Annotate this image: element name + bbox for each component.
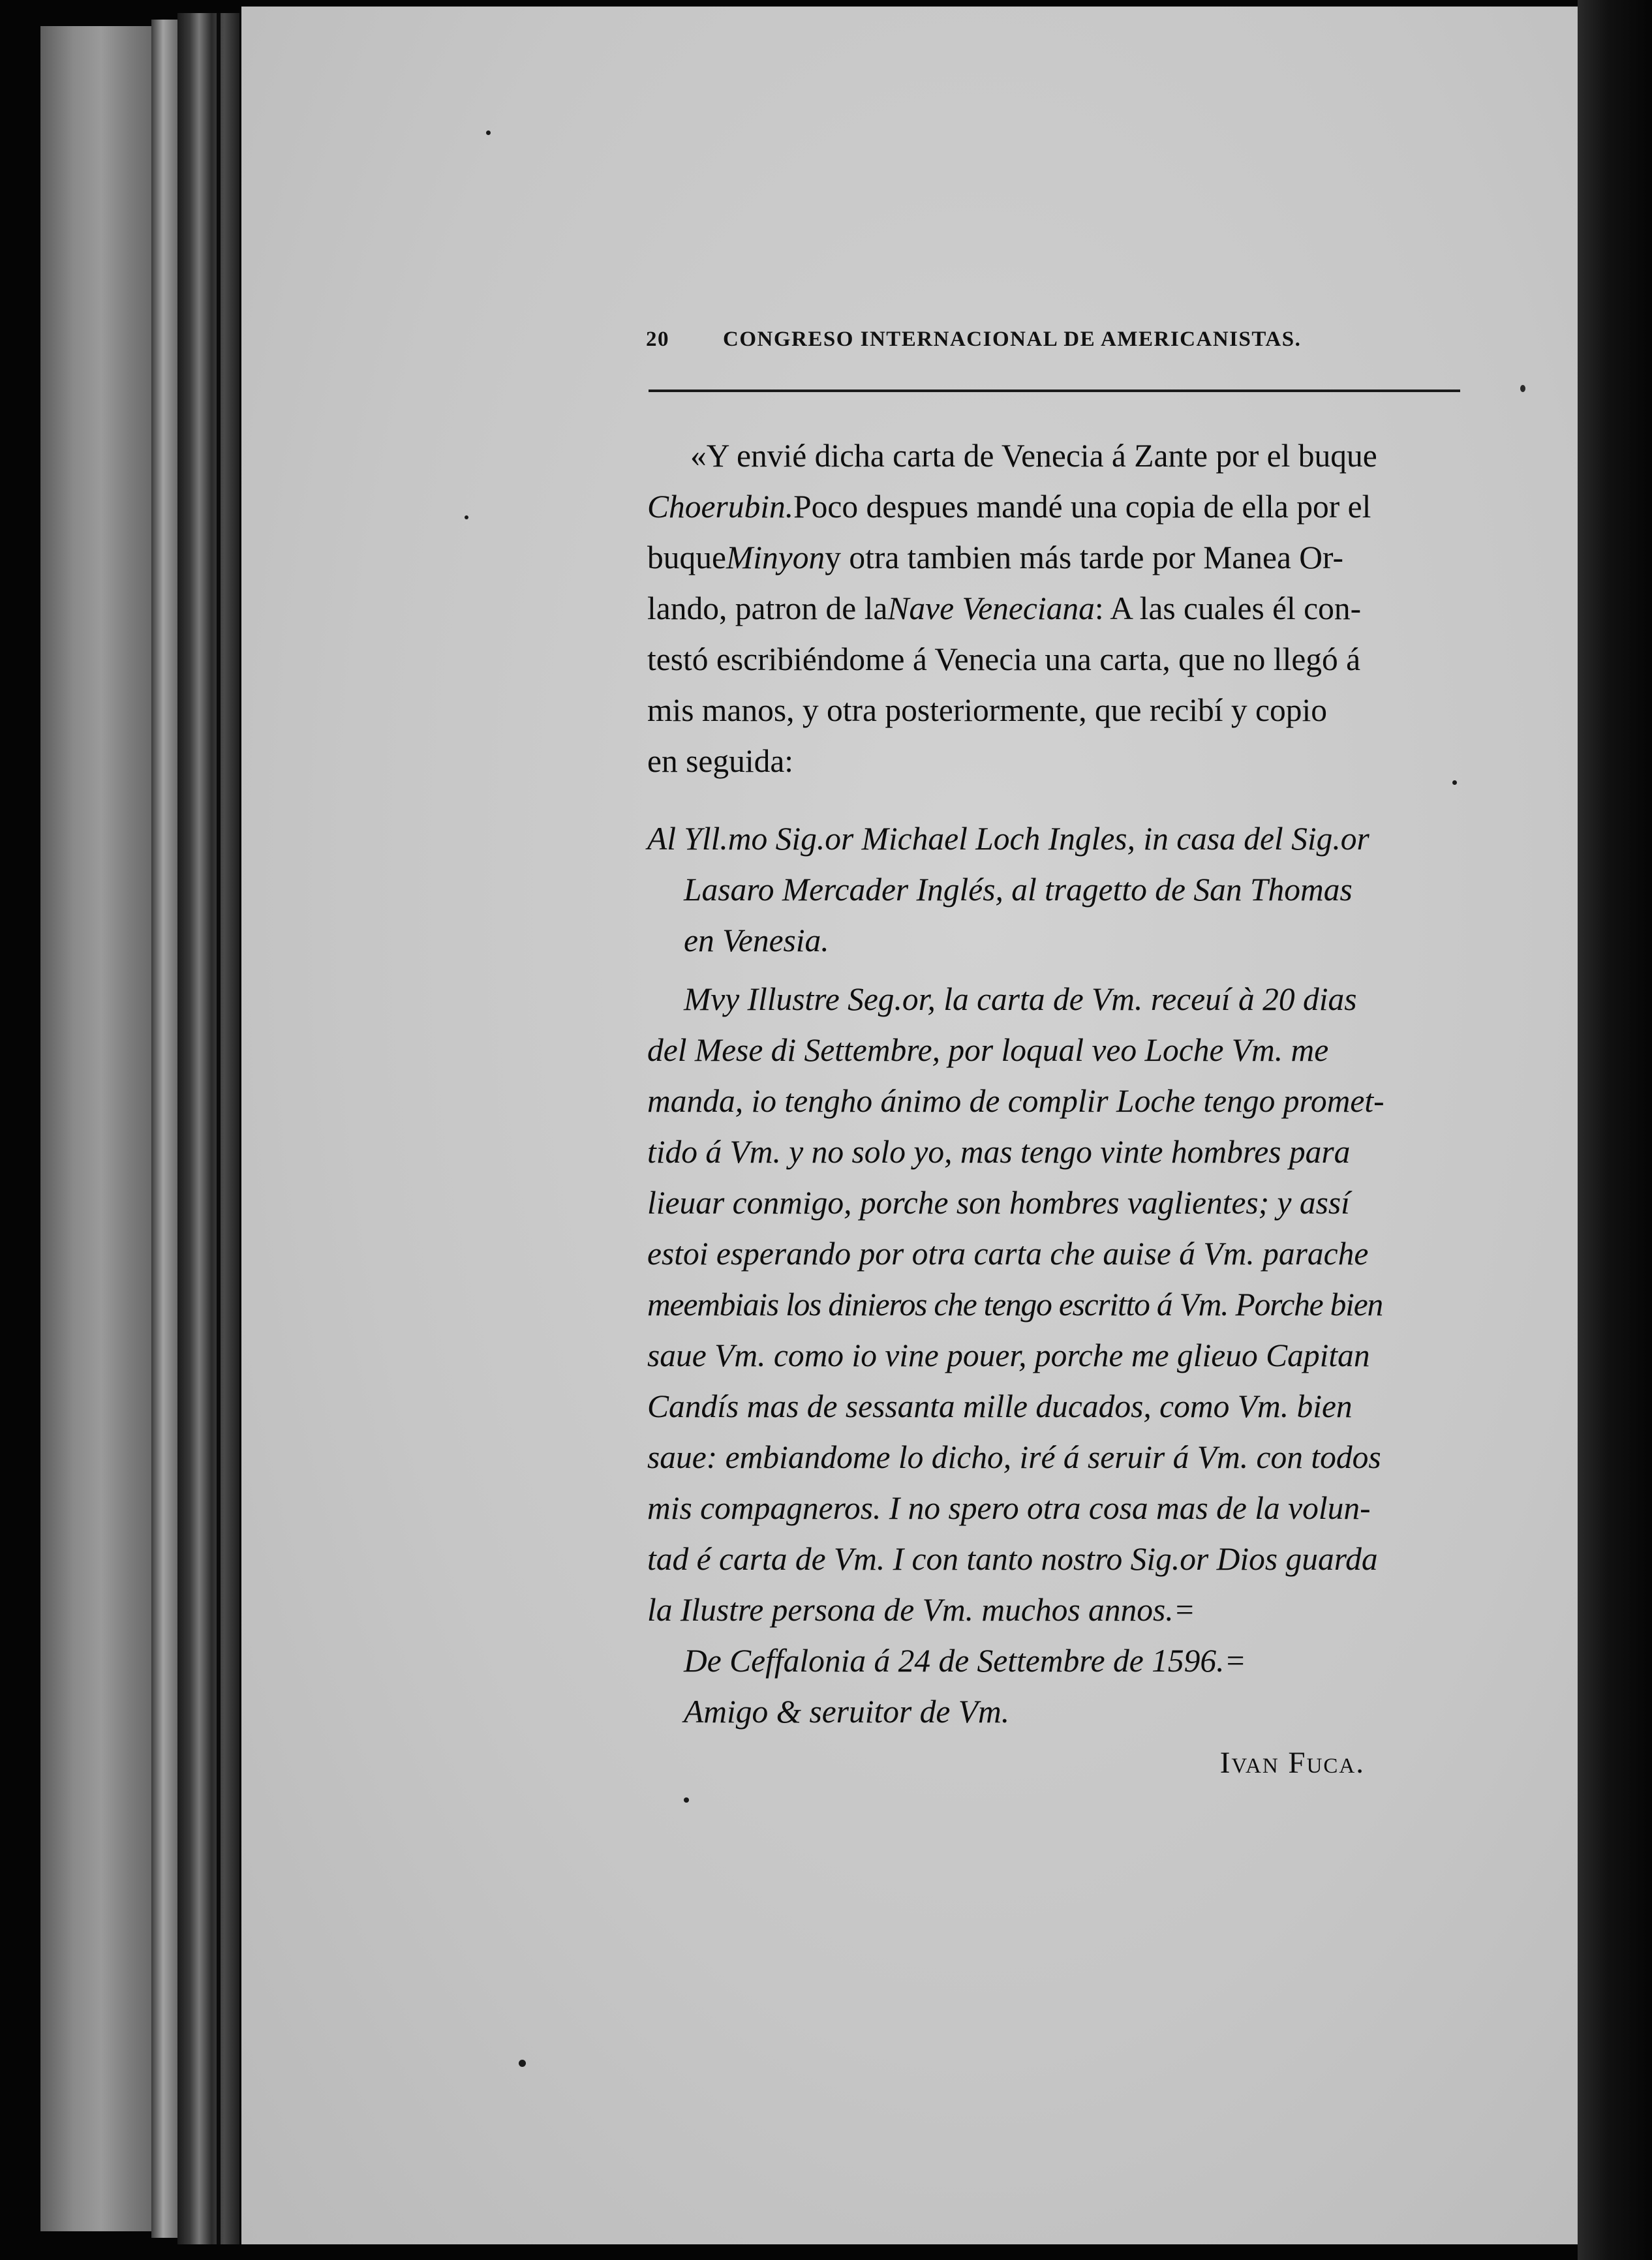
address-line [647, 915, 1463, 966]
text-run: Amigo & seruitor de Vm. [684, 1694, 1010, 1730]
text-run: Mvy Illustre Seg.or, la carta de Vm. receuí à 20 dias [684, 981, 1357, 1017]
text-run: : A las cuales él con- [1094, 590, 1362, 626]
text-line [647, 481, 1463, 532]
letter-line [647, 1432, 1463, 1483]
page-body [647, 431, 1463, 1788]
paper-speck [465, 515, 468, 519]
text-run: Al Yll.mo Sig.or Michael Loch Ingles, in casa del Sig.or [647, 821, 1369, 857]
text-line [647, 431, 1463, 481]
text-run: tad é carta de Vm. I con tanto nostro Sig.or Dios guarda [647, 1541, 1378, 1577]
letter-line [647, 1330, 1463, 1381]
running-title: CONGRESO INTERNACIONAL DE AMERICANISTAS. [723, 328, 1302, 351]
text-run: De Ceffalonia á 24 de Settembre de 1596.= [684, 1643, 1246, 1679]
scan-shadow [1578, 0, 1652, 2260]
letter-line [647, 1585, 1463, 1636]
text-run: en seguida: [647, 743, 794, 779]
paragraph-gap [647, 966, 1463, 974]
text-line [647, 685, 1463, 736]
text-run: del Mese di Settembre, por loqual veo Loche Vm. me [647, 1032, 1329, 1068]
text-run: en Venesia. [684, 923, 829, 958]
text-run: la Ilustre persona de Vm. muchos annos.= [647, 1592, 1196, 1628]
letter-line [647, 1025, 1463, 1076]
text-run: lando, patron de la [647, 590, 888, 626]
page-number: 20 [646, 328, 669, 351]
text-run: lieuar conmigo, porche son hombres vaglientes; y assí [647, 1185, 1350, 1221]
letter-line [647, 1127, 1463, 1178]
text-line [647, 583, 1463, 634]
ship-name: Minyon [726, 540, 825, 575]
signature-text: Ivan Fuca. [1219, 1746, 1365, 1780]
text-run: tido á Vm. y no solo yo, mas tengo vinte hombres para [647, 1134, 1351, 1170]
closing-line [647, 1636, 1463, 1687]
text-run: Poco despues mandé una copia de ella por el [793, 489, 1371, 525]
text-run: buque [647, 540, 726, 575]
text-run: Lasaro Mercader Inglés, al tragetto de San Thomas [684, 872, 1353, 908]
address-line [647, 814, 1463, 864]
text-run: meembiais los dinieros che tengo escritto á Vm. Porche bien [647, 1287, 1383, 1322]
letter-line [647, 1381, 1463, 1432]
letter-line [647, 1229, 1463, 1279]
closing-line [647, 1687, 1463, 1737]
letter-line [647, 1483, 1463, 1534]
text-run: «Y envié dicha carta de Venecia á Zante por el buque [690, 438, 1377, 474]
text-run: saue Vm. como io vine pouer, porche me glieuo Capitan [647, 1337, 1370, 1373]
header-rule [649, 389, 1460, 392]
ship-name: Nave Veneciana [887, 590, 1095, 626]
text-line [647, 736, 1463, 787]
paper-speck [519, 2060, 526, 2067]
running-header [646, 328, 1461, 352]
book-page-edges-inner [151, 20, 177, 2238]
paper-speck [486, 130, 491, 135]
letter-line [647, 1076, 1463, 1127]
text-line [647, 634, 1463, 685]
signature [647, 1737, 1463, 1788]
text-run: testó escribiéndome á Venecia una carta, que no llegó á [647, 641, 1361, 677]
address-line [647, 864, 1463, 915]
letter-line [647, 974, 1463, 1025]
text-run: mis compagneros. I no spero otra cosa mas de la volun- [647, 1490, 1371, 1526]
text-run: Candís mas de sessanta mille ducados, como Vm. bien [647, 1388, 1353, 1424]
text-run: y otra tambien más tarde por Manea Or- [825, 540, 1344, 575]
ship-name: Choerubin. [647, 489, 794, 525]
paper-speck [1520, 385, 1525, 392]
text-run: manda, io tengho ánimo de complir Loche tengo promet- [647, 1083, 1384, 1119]
text-line [647, 532, 1463, 583]
paper-speck [684, 1797, 689, 1803]
letter-line [647, 1534, 1463, 1585]
book-gutter [177, 13, 239, 2244]
letter-line [647, 1279, 1463, 1330]
text-run: saue: embiandome lo dicho, iré á seruir á Vm. con todos [647, 1439, 1381, 1475]
paragraph-gap [647, 787, 1463, 814]
text-run: mis manos, y otra posteriormente, que recibí y copio [647, 692, 1327, 728]
text-run: estoi esperando por otra carta che auise á Vm. parache [647, 1236, 1369, 1272]
letter-line [647, 1178, 1463, 1229]
book-page-edges [40, 26, 151, 2231]
